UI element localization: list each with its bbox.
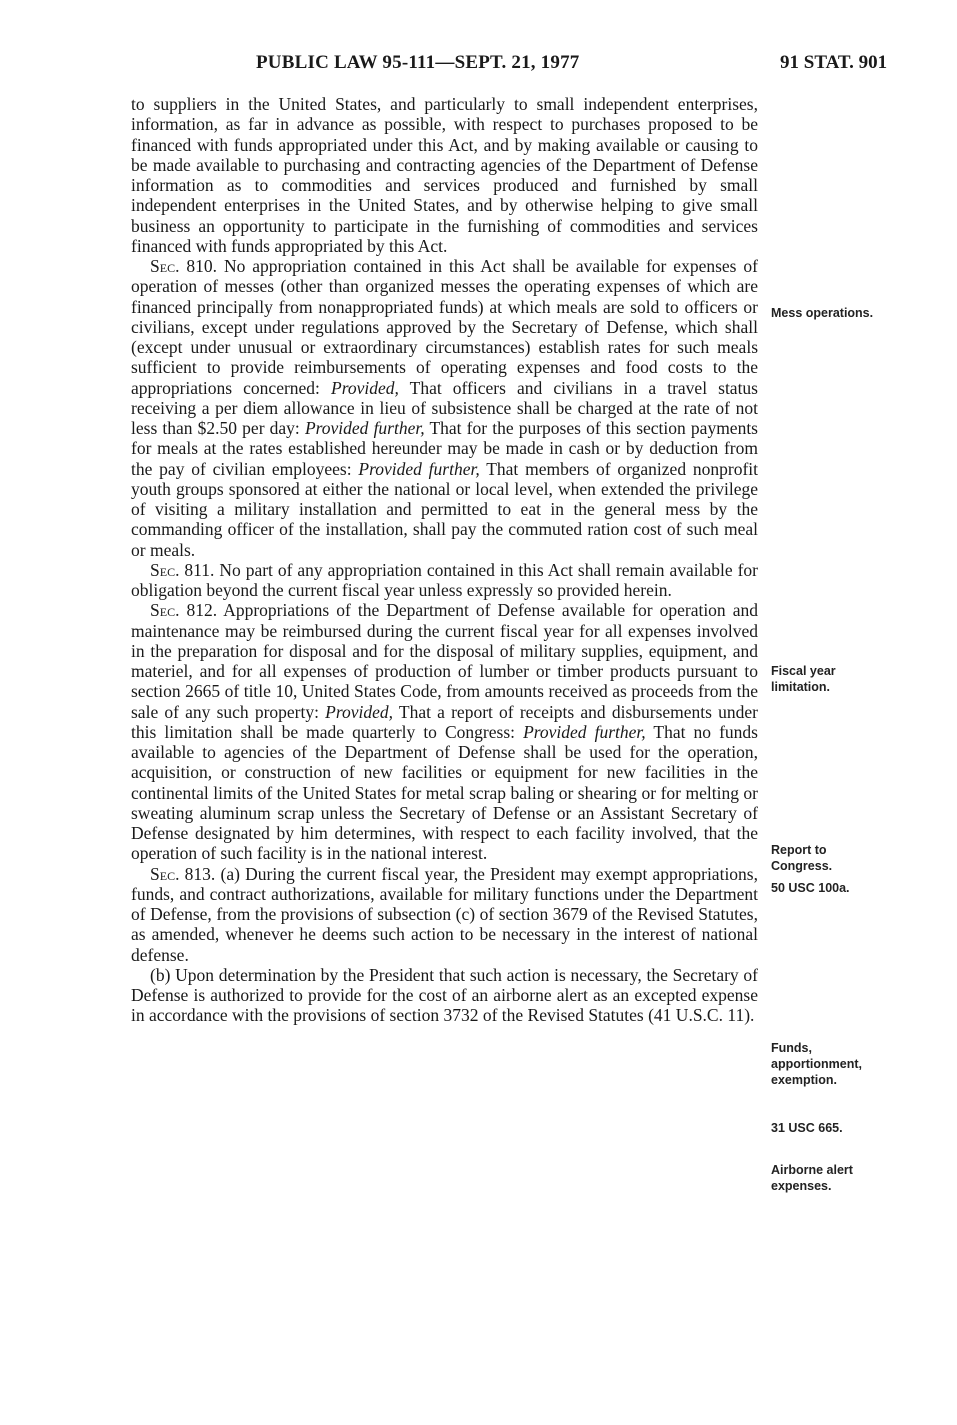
- margin-note-31-usc-665: [771, 1120, 843, 1136]
- margin-note-line: Funds,: [771, 1041, 812, 1055]
- margin-note-line: 31 USC 665.: [771, 1121, 843, 1135]
- margin-note-airborne-alert-expenses: [771, 1162, 853, 1194]
- margin-note-funds-apportionment-exemption: [771, 1040, 862, 1088]
- margin-note-line: 50 USC 100a.: [771, 881, 850, 895]
- section-label: Sec.: [150, 863, 180, 884]
- sec-812-text-1: 812. Appropriations of the Department of Defense available for operation and maintenance may be reimbursed during the current fiscal year for all expenses involved in the preparation for disposal and for the disposal of military supplies, equipment, and materiel, and for all expenses of production of lumber or timber products pursuant to section 2665 of title 10, United States Code, from amounts received as proceeds from the sale of any such property:: [131, 600, 758, 722]
- margin-note-report-to-congress: [771, 842, 832, 874]
- proviso: Provided,: [325, 701, 394, 722]
- sec-812-text-2: That a report of receipts and disbursements under this limitation shall be made quarterly to Congress:: [131, 701, 758, 742]
- section-label: Sec.: [150, 256, 180, 276]
- margin-note-line: expenses.: [771, 1179, 832, 1193]
- section-label: Sec.: [150, 559, 180, 580]
- body-text: [131, 94, 758, 1026]
- sec-810-text-1: 810. No appropriation contained in this Act shall be available for expenses of operation of messes (other than organized messes the operating expenses of which are financed principally from nonappropriated funds) at which meals are sold to officers or civilians, except under regulations approved by the Secretary of Defense, which shall (except under unusual or extraordinary circumstances) establish rates for such meals sufficient to provide reimbursements of operating expenses and food costs to the appropriations concerned:: [131, 256, 758, 398]
- sec-810-text-2: That officers and civilians in a travel status receiving a per diem allowance in lieu of subsistence shall be charged at the rate of not less than $2.50 per day:: [131, 377, 758, 438]
- paragraph-sec-813b: (b) Upon determination by the President that such action is necessary, the Secretary of Defense is authorized to provide for the cost of an airborne alert as an excepted expense in accordance with the provisions of section 3732 of the Revised Statutes (41 U.S.C. 11).: [131, 964, 758, 1026]
- paragraph-sec-811: [131, 560, 758, 601]
- section-label: Sec.: [150, 600, 180, 621]
- page-header-title: PUBLIC LAW 95-111—SEPT. 21, 1977: [256, 52, 580, 73]
- margin-note-line: Airborne alert: [771, 1163, 853, 1177]
- sec-810-text-4: That members of organized nonprofit youth groups sponsored at either the national or local level, when extended the privilege of visiting a military installation and permitted to eat in the general mess by the commanding officer of the installation, shall pay the commuted ration cost of such meal or meals.: [131, 458, 758, 560]
- proviso-further: Provided further,: [358, 458, 480, 479]
- paragraph-sec-812: [131, 600, 758, 863]
- margin-note-line: Congress.: [771, 859, 833, 873]
- margin-note-50-usc-100a: [771, 880, 850, 896]
- sec-812-text-3: That no funds available to agencies of the Department of Defense shall be used for the operation, acquisition, or construction of new facilities or equipment for new facilities in the continental limits of the United States for metal scrap baling or shearing or for melting or sweating aluminum scrap unless the Secretary of Defense or an Assistant Secretary of Defense designated by him determines, with respect to each facility involved, that the operation of such facility is in the national interest.: [131, 721, 758, 864]
- sec-810-text-3: That for the purposes of this section payments for meals at the rates established hereunder may be made in cash or by deduction from the pay of civilian employees:: [131, 418, 758, 479]
- margin-note-line: limitation.: [771, 680, 831, 694]
- sec-811-text: 811. No part of any appropriation contained in this Act shall remain available for obligation beyond the current fiscal year unless expressly so provided herein.: [131, 559, 758, 600]
- proviso-further: Provided further,: [523, 721, 646, 742]
- margin-note-line: Mess operations.: [771, 306, 874, 320]
- page-header-stat-number: 91 STAT. 901: [780, 52, 888, 73]
- paragraph-sec-813a: [131, 864, 758, 965]
- margin-note-line: apportionment,: [771, 1057, 862, 1071]
- proviso-further: Provided further,: [304, 418, 425, 438]
- proviso: Provided,: [331, 377, 399, 398]
- margin-note-line: exemption.: [771, 1073, 837, 1087]
- margin-note-mess-operations: [771, 305, 873, 321]
- sec-813a-text: 813. (a) During the current fiscal year, the President may exempt appropriations, funds, and contract authorizations, available for military functions under the Department of Defense, from the provisions of subsection (c) of section 3679 of the Revised Statutes, as amended, whenever he deems such action to be necessary in the interest of national defense.: [131, 863, 758, 965]
- margin-note-line: Fiscal year: [771, 664, 836, 678]
- paragraph-sec-810: [131, 256, 758, 560]
- paragraph-continuation: to suppliers in the United States, and particularly to small independent enterprises, information, as far in advance as possible, with respect to purchases proposed to be financed with funds appropriated under this Act, and by making available or causing to be made available to purchasing and contracting agencies of the Department of Defense information as to commodities and services produced and furnished by small independent enterprises in the United States, and by otherwise helping to give small business an opportunity to participate in the furnishing of commodities and services financed with funds appropriated by this Act.: [131, 94, 758, 256]
- margin-note-line: Report to: [771, 843, 827, 857]
- margin-note-fiscal-year-limitation: [771, 663, 836, 695]
